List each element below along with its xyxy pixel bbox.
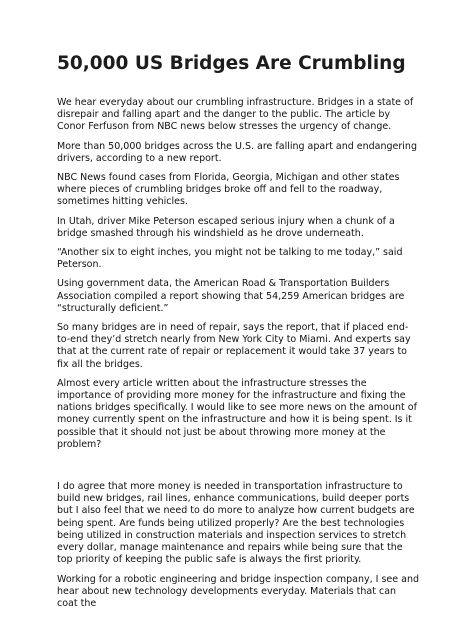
paragraph: In Utah, driver Mike Peterson escaped serious injury when a chunk of a bridge smashed through his windshield as he drove underneath. — [57, 215, 395, 239]
paragraph: Working for a robotic engineering and bridge inspection company, I see and hear about new technology developments everyday. Materials that can coat the — [57, 573, 420, 609]
paragraph: So many bridges are in need of repair, says the report, that if placed end-to-end they’d stretch nearly from New York City to Miami. And experts say that at the current rate of repair or replacement it would take 37 years to fix all the bridges. — [57, 322, 411, 370]
paragraph: I do agree that more money is needed in transportation infrastructure to build new bridges, rail lines, enhance communications, build deeper ports but I also feel that we need to do more to analyze how current budgets are being spent. Are funds being utilized properly? Are the best technologies being utilized in construction materials and inspection services to stretch every dollar, manage maintenance and repairs while being sure that the top priority of keeping the public safe is always the first priority. — [57, 481, 415, 566]
paragraph: NBC News found cases from Florida, Georgia, Michigan and other states where pieces of crumbling bridges broke off and fell to the roadway, sometimes hitting vehicles. — [57, 172, 400, 208]
paragraph-quote: “Another six to eight inches, you might not be talking to me today,” said Peterson. — [57, 247, 403, 271]
document-body — [57, 97, 419, 610]
paragraph-intro: We hear everyday about our crumbling infrastructure. Bridges in a state of disrepair and falling apart and the danger to the public. The article by Conor Ferfuson from NBC news below stresses the urgency of change. — [57, 97, 414, 133]
document-title: 50,000 US Bridges Are Crumbling — [57, 53, 406, 74]
paragraph: Almost every article written about the infrastructure stresses the importance of providing more money for the infrastructure and fixing the nations bridges specifically. I would like to see more news on the amount of money currently spent on the infrastructure and how it is being spent. Is it possible that it should not just be about throwing more money at the problem? — [57, 377, 417, 450]
document-page — [57, 52, 419, 617]
paragraph: Using government data, the American Road & Transportation Builders Association compiled a report showing that 54,259 American bridges are “structurally deficient.” — [57, 278, 405, 314]
paragraph: More than 50,000 bridges across the U.S. are falling apart and endangering drivers, according to a new report. — [57, 140, 417, 164]
